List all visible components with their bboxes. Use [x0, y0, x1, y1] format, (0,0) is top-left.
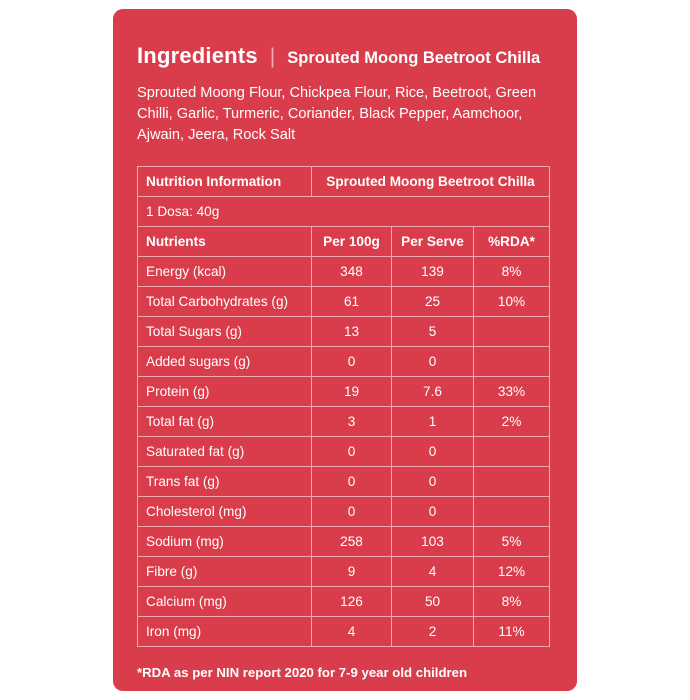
nutrient-per-100g: 61 — [312, 287, 392, 317]
nutrient-per-100g: 0 — [312, 347, 392, 377]
table-row-columns — [138, 227, 550, 257]
nutrient-per-100g: 3 — [312, 407, 392, 437]
nutrient-rda: 11% — [474, 617, 550, 647]
nutrient-per-100g: 0 — [312, 467, 392, 497]
nutrient-per-100g: 258 — [312, 527, 392, 557]
nutrient-rda: 5% — [474, 527, 550, 557]
nutrition-table — [137, 166, 550, 647]
nutrient-name: Saturated fat (g) — [138, 437, 312, 467]
nutrient-name: Sodium (mg) — [138, 527, 312, 557]
column-header-per-serve: Per Serve — [392, 227, 474, 257]
nutrient-name: Total Sugars (g) — [138, 317, 312, 347]
nutrient-per-serve: 139 — [392, 257, 474, 287]
column-header-nutrients: Nutrients — [138, 227, 312, 257]
page-title: Ingredients — [137, 43, 258, 68]
nutrition-title: Nutrition Information — [138, 167, 312, 197]
table-row — [138, 527, 550, 557]
table-row — [138, 287, 550, 317]
ingredients-list: Sprouted Moong Flour, Chickpea Flour, Rice, Beetroot, Green Chilli, Garlic, Turmeric, Coriander, Black Pepper, Aamchoor, Ajwain, Jeera, Rock Salt — [137, 85, 537, 143]
header-separator: | — [269, 45, 276, 68]
rda-footnote: *RDA as per NIN report 2020 for 7-9 year old children — [137, 665, 468, 680]
nutrient-name: Total Carbohydrates (g) — [138, 287, 312, 317]
nutrient-per-100g: 13 — [312, 317, 392, 347]
product-name: Sprouted Moong Beetroot Chilla — [287, 49, 541, 67]
nutrient-rda: 33% — [474, 377, 550, 407]
nutrient-per-serve: 25 — [392, 287, 474, 317]
table-row — [138, 617, 550, 647]
nutrient-rda — [474, 437, 550, 467]
nutrient-name: Calcium (mg) — [138, 587, 312, 617]
nutrient-per-serve: 0 — [392, 437, 474, 467]
table-row — [138, 557, 550, 587]
nutrient-per-100g: 19 — [312, 377, 392, 407]
nutrient-rda — [474, 467, 550, 497]
table-row — [138, 317, 550, 347]
nutrient-rda — [474, 317, 550, 347]
nutrient-rda: 12% — [474, 557, 550, 587]
nutrient-per-serve: 50 — [392, 587, 474, 617]
nutrient-per-100g: 4 — [312, 617, 392, 647]
nutrient-rda: 8% — [474, 257, 550, 287]
nutrient-name: Iron (mg) — [138, 617, 312, 647]
nutrient-rda: 8% — [474, 587, 550, 617]
nutrient-rda: 2% — [474, 407, 550, 437]
nutrient-name: Total fat (g) — [138, 407, 312, 437]
nutrient-per-serve: 0 — [392, 497, 474, 527]
column-header-rda: %RDA* — [474, 227, 550, 257]
nutrient-per-100g: 126 — [312, 587, 392, 617]
table-row-serving — [138, 197, 550, 227]
nutrient-name: Added sugars (g) — [138, 347, 312, 377]
table-row — [138, 587, 550, 617]
nutrition-panel — [113, 9, 577, 691]
nutrient-per-serve: 103 — [392, 527, 474, 557]
nutrient-rda — [474, 497, 550, 527]
nutrient-rda — [474, 347, 550, 377]
nutrition-product-column: Sprouted Moong Beetroot Chilla — [312, 167, 550, 197]
table-row — [138, 347, 550, 377]
table-row — [138, 377, 550, 407]
nutrient-per-100g: 348 — [312, 257, 392, 287]
panel-header — [137, 43, 553, 69]
nutrient-name: Trans fat (g) — [138, 467, 312, 497]
nutrient-name: Energy (kcal) — [138, 257, 312, 287]
nutrient-per-serve: 0 — [392, 467, 474, 497]
column-header-per-100g: Per 100g — [312, 227, 392, 257]
nutrient-per-serve: 0 — [392, 347, 474, 377]
nutrient-name: Protein (g) — [138, 377, 312, 407]
serving-size: 1 Dosa: 40g — [138, 197, 550, 227]
nutrient-per-serve: 5 — [392, 317, 474, 347]
nutrient-name: Cholesterol (mg) — [138, 497, 312, 527]
nutrient-per-100g: 0 — [312, 497, 392, 527]
nutrient-per-serve: 7.6 — [392, 377, 474, 407]
table-row — [138, 257, 550, 287]
nutrient-rda: 10% — [474, 287, 550, 317]
table-row — [138, 497, 550, 527]
nutrient-name: Fibre (g) — [138, 557, 312, 587]
table-row-header — [138, 167, 550, 197]
table-row — [138, 437, 550, 467]
nutrient-per-serve: 2 — [392, 617, 474, 647]
nutrient-per-100g: 9 — [312, 557, 392, 587]
nutrient-per-serve: 1 — [392, 407, 474, 437]
nutrient-per-100g: 0 — [312, 437, 392, 467]
table-row — [138, 467, 550, 497]
nutrient-per-serve: 4 — [392, 557, 474, 587]
table-row — [138, 407, 550, 437]
